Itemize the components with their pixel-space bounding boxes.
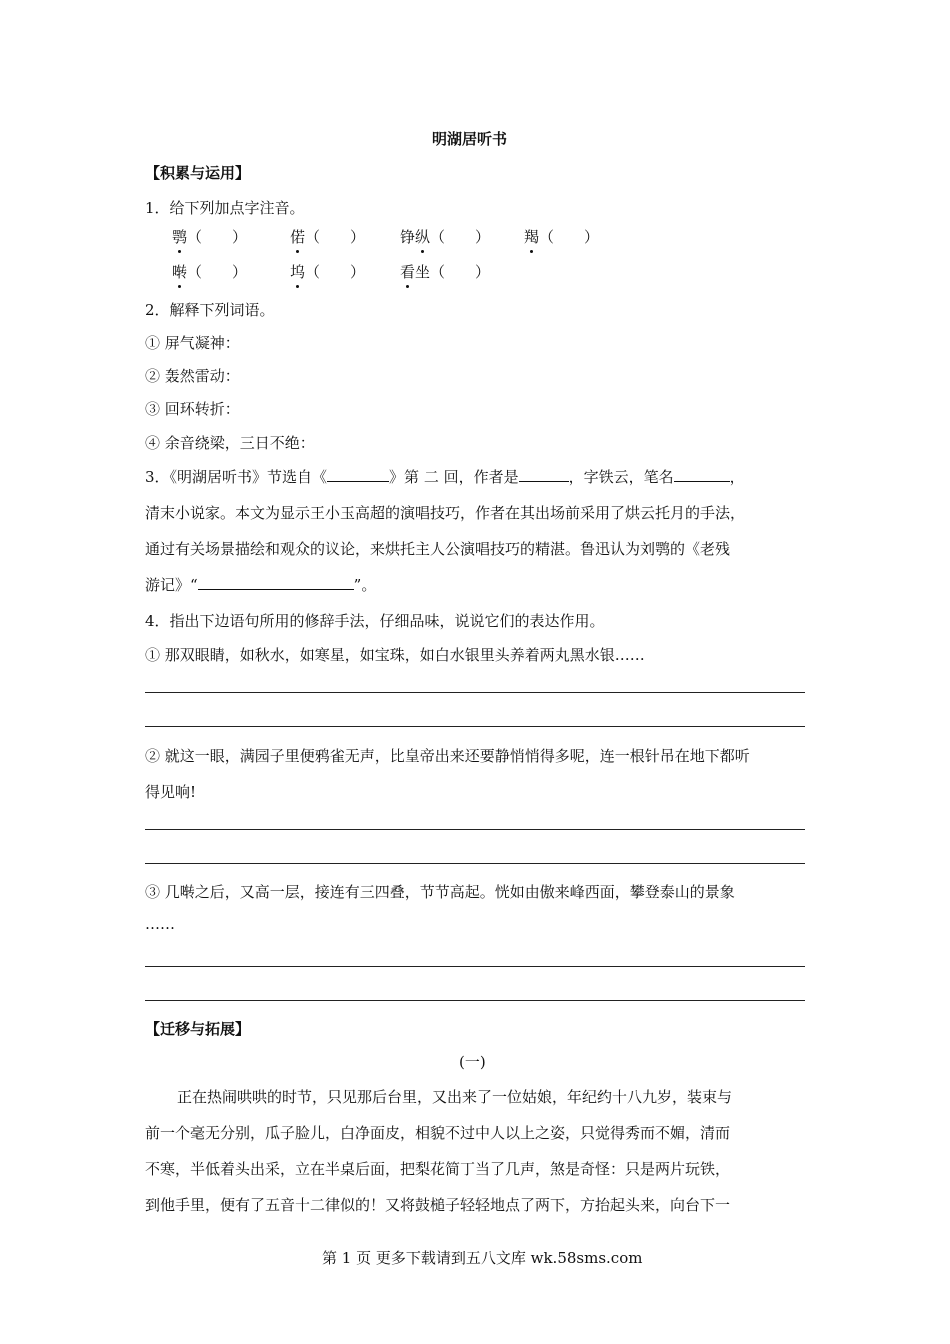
dotted-char: 羯 <box>524 228 540 246</box>
sentence-3-line-2: …… <box>145 915 175 933</box>
pinyin-item <box>172 226 247 247</box>
fill-blank-author[interactable] <box>519 467 569 482</box>
question-3-line-4: 游记》“ ”。 <box>145 576 377 594</box>
answer-line[interactable] <box>145 1000 805 1001</box>
page-footer: 第 1 页 更多下载请到五八文库 wk.58sms.com <box>322 1249 643 1267</box>
dotted-char: 啭 <box>172 263 188 281</box>
passage-line: 到他手里，便有了五音十二律似的！又将鼓槌子轻轻地点了两下，方抬起头来，向台下一 <box>145 1196 731 1214</box>
question-2-prompt: 2．解释下列词语。 <box>145 301 275 319</box>
pinyin-item <box>290 226 365 247</box>
dotted-char: 坞 <box>290 263 306 281</box>
pinyin-item <box>290 261 365 282</box>
answer-line[interactable] <box>145 966 805 967</box>
question-3-line-3: 通过有关场景描绘和观众的议论，来烘托主人公演唱技巧的精湛。鲁迅认为刘鹗的《老残 <box>145 540 731 558</box>
passage-line: 前一个毫无分别，瓜子脸儿，白净面皮，相貌不过中人以上之姿，只觉得秀而不媚，清而 <box>145 1124 731 1142</box>
sentence-3-line-1: ③ 几啭之后，又高一层，接连有三四叠，节节高起。恍如由傲来峰西面，攀登泰山的景象 <box>145 883 735 901</box>
term-item: ③ 回环转折： <box>145 400 240 418</box>
answer-line[interactable] <box>145 863 805 864</box>
dotted-char: 看 <box>400 263 416 281</box>
answer-blank[interactable]: （ ） <box>187 228 248 246</box>
answer-line[interactable] <box>145 726 805 727</box>
question-1-prompt: 1．给下列加点字注音。 <box>145 199 305 217</box>
sentence-1: ① 那双眼睛，如秋水，如寒星，如宝珠，如白水银里头养着两丸黑水银…… <box>145 646 645 664</box>
answer-blank[interactable]: 坐（ ） <box>415 263 491 281</box>
dotted-char: 偌 <box>290 228 306 246</box>
page-title: 明湖居听书 <box>432 130 508 148</box>
answer-blank[interactable]: （ ） <box>539 228 600 246</box>
term-item: ④ 余音绕梁，三日不绝： <box>145 434 315 452</box>
pinyin-item <box>172 261 247 282</box>
question-3-line-2: 清末小说家。本文为显示王小玉高超的演唱技巧，作者在其出场前采用了烘云托月的手法， <box>145 504 746 522</box>
sentence-2-line-2: 得见响! <box>145 783 197 801</box>
dotted-char: 鹗 <box>172 228 188 246</box>
sentence-2-line-1: ② 就这一眼，满园子里便鸦雀无声，比皇帝出来还要静悄悄得多呢，连一根针吊在地下都听 <box>145 747 750 765</box>
question-4-prompt: 4．指出下边语句所用的修辞手法，仔细品味，说说它们的表达作用。 <box>145 612 605 630</box>
section-heading-transfer: 【迁移与拓展】 <box>145 1020 251 1038</box>
answer-blank[interactable]: （ ） <box>305 228 366 246</box>
section-heading-accumulation: 【积累与运用】 <box>145 164 251 182</box>
answer-blank[interactable]: （ ） <box>305 263 366 281</box>
answer-line[interactable] <box>145 692 805 693</box>
fill-blank-penname[interactable] <box>674 467 730 482</box>
answer-blank[interactable]: （ ） <box>187 263 248 281</box>
question-3-line-1: 3．《明湖居听书》节选自《 》第 二 回，作者是 ，字铁云，笔名 ， <box>145 468 745 486</box>
answer-blank[interactable]: （ ） <box>430 228 491 246</box>
answer-line[interactable] <box>145 829 805 830</box>
pinyin-item: 铮纵（ ） <box>400 228 491 246</box>
fill-blank-lu-xun-comment[interactable] <box>198 575 354 590</box>
term-item: ② 轰然雷动： <box>145 367 240 385</box>
passage-line: 不寒，半低着头出采，立在半桌后面，把梨花简丁当了几声，煞是奇怪：只是两片玩铁， <box>145 1160 731 1178</box>
pinyin-item <box>524 226 599 247</box>
dotted-char: 纵 <box>415 228 431 246</box>
fill-blank-book[interactable] <box>327 467 389 482</box>
passage-line: 正在热闹哄哄的时节，只见那后台里，又出来了一位姑娘，年纪约十八九岁，装束与 <box>177 1088 733 1106</box>
passage-number: (一) <box>459 1053 486 1071</box>
pinyin-item <box>400 261 490 282</box>
term-item: ① 屏气凝神： <box>145 334 240 352</box>
